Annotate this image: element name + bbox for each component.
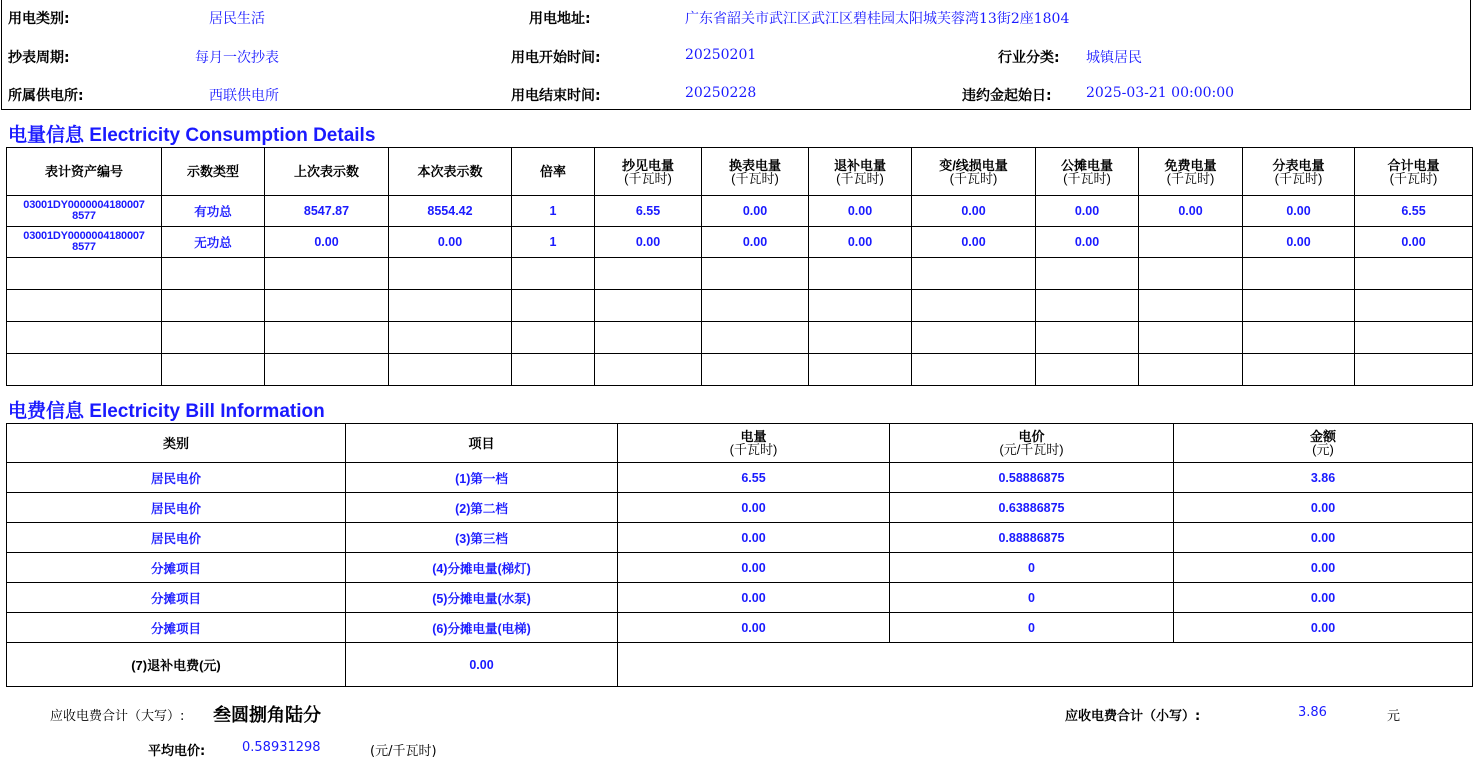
- col-header: 电量 (千瓦时): [618, 424, 890, 463]
- consumption-table: [6, 147, 1473, 386]
- table-row: [7, 493, 1473, 523]
- empty-row: [7, 258, 1473, 290]
- consumption-header-row: [7, 148, 1473, 196]
- bill-kwh-cell: 6.55: [618, 463, 890, 493]
- bill-category-cell: 分摊项目: [7, 553, 346, 583]
- col-header: 免费电量 (千瓦时): [1139, 148, 1243, 196]
- bill-amount-cell: 3.86: [1174, 463, 1473, 493]
- bill-table: [6, 423, 1473, 687]
- bill-kwh-cell: 0.00: [618, 493, 890, 523]
- refund-row: [7, 643, 1473, 687]
- address-value: 广东省韶关市武江区武江区碧桂园太阳城芙蓉湾13街2座1804: [685, 11, 1070, 27]
- col-header: 示数类型: [162, 148, 265, 196]
- bill-kwh-cell: 0.00: [618, 613, 890, 643]
- col-header: 公摊电量 (千瓦时): [1036, 148, 1139, 196]
- bill-item-cell: (4)分摊电量(梯灯): [346, 553, 618, 583]
- col-header: 电价 (元/千瓦时): [890, 424, 1174, 463]
- empty-row: [7, 290, 1473, 322]
- start-time-label: 用电开始时间:: [511, 50, 601, 66]
- col-header: 本次表示数: [389, 148, 512, 196]
- refund-kwh-cell: 0.00: [809, 227, 912, 258]
- end-time-value: 20250228: [685, 85, 757, 101]
- customer-info-panel: [1, 0, 1471, 110]
- current-reading-cell: 0.00: [389, 227, 512, 258]
- free-kwh-cell: [1139, 227, 1243, 258]
- total-lowercase-label: 应收电费合计（小写）:: [1065, 709, 1201, 724]
- meter-id-cell: 03001DY0000004180007 8577: [7, 196, 162, 227]
- read-kwh-cell: 0.00: [595, 227, 702, 258]
- multiplier-cell: 1: [512, 196, 595, 227]
- bill-category-cell: 居民电价: [7, 493, 346, 523]
- shared-kwh-cell: 0.00: [1036, 227, 1139, 258]
- bill-kwh-cell: 0.00: [618, 553, 890, 583]
- table-row: [7, 553, 1473, 583]
- refund-fee-label: (7)退补电费(元): [7, 643, 346, 687]
- col-header: 变/线损电量 (千瓦时): [912, 148, 1036, 196]
- empty-row: [7, 354, 1473, 386]
- bill-amount-cell: 0.00: [1174, 613, 1473, 643]
- refund-blank-cell: [618, 643, 1473, 687]
- bill-item-cell: (1)第一档: [346, 463, 618, 493]
- table-row: [7, 613, 1473, 643]
- category-label: 用电类别:: [8, 11, 70, 27]
- bill-item-cell: (2)第二档: [346, 493, 618, 523]
- bill-kwh-cell: 0.00: [618, 523, 890, 553]
- empty-row: [7, 322, 1473, 354]
- bill-section-title: 电费信息 Electricity Bill Information: [8, 401, 325, 422]
- table-row: [7, 196, 1473, 227]
- table-row: [7, 523, 1473, 553]
- bill-category-cell: 居民电价: [7, 523, 346, 553]
- reading-cycle-label: 抄表周期:: [8, 50, 70, 66]
- bill-kwh-cell: 0.00: [618, 583, 890, 613]
- average-price-unit: (元/千瓦时): [370, 744, 437, 759]
- read-kwh-cell: 6.55: [595, 196, 702, 227]
- loss-kwh-cell: 0.00: [912, 227, 1036, 258]
- total-uppercase-value: 叁圆捌角陆分: [213, 705, 321, 726]
- previous-reading-cell: 8547.87: [265, 196, 389, 227]
- bill-price-cell: 0: [890, 613, 1174, 643]
- loss-kwh-cell: 0.00: [912, 196, 1036, 227]
- reading-cycle-value: 每月一次抄表: [195, 50, 279, 66]
- bill-price-cell: 0: [890, 553, 1174, 583]
- col-header: 退补电量 (千瓦时): [809, 148, 912, 196]
- total-lowercase-value: 3.86: [1298, 705, 1327, 720]
- bill-price-cell: 0.88886875: [890, 523, 1174, 553]
- meter-id-cell: 03001DY0000004180007 8577: [7, 227, 162, 258]
- category-value: 居民生活: [209, 11, 265, 27]
- bill-category-cell: 分摊项目: [7, 613, 346, 643]
- industry-label: 行业分类:: [998, 50, 1060, 66]
- col-header: 倍率: [512, 148, 595, 196]
- total-kwh-cell: 0.00: [1355, 227, 1473, 258]
- free-kwh-cell: 0.00: [1139, 196, 1243, 227]
- bill-item-cell: (3)第三档: [346, 523, 618, 553]
- bill-price-cell: 0.58886875: [890, 463, 1174, 493]
- col-header: 抄见电量 (千瓦时): [595, 148, 702, 196]
- table-row: [7, 583, 1473, 613]
- penalty-start-label: 违约金起始日:: [962, 88, 1052, 104]
- end-time-label: 用电结束时间:: [511, 88, 601, 104]
- reading-type-cell: 有功总: [162, 196, 265, 227]
- col-header: 金额 (元): [1174, 424, 1473, 463]
- bill-amount-cell: 0.00: [1174, 523, 1473, 553]
- col-header: 项目: [346, 424, 618, 463]
- reading-type-cell: 无功总: [162, 227, 265, 258]
- penalty-start-value: 2025-03-21 00:00:00: [1086, 85, 1235, 101]
- table-row: [7, 463, 1473, 493]
- col-header: 换表电量 (千瓦时): [702, 148, 809, 196]
- refund-fee-value: 0.00: [346, 643, 618, 687]
- table-row: [7, 227, 1473, 258]
- bill-price-cell: 0: [890, 583, 1174, 613]
- col-header: 上次表示数: [265, 148, 389, 196]
- total-uppercase-label: 应收电费合计（大写）:: [50, 709, 185, 724]
- current-reading-cell: 8554.42: [389, 196, 512, 227]
- average-price-label: 平均电价:: [148, 744, 206, 759]
- sub-meter-kwh-cell: 0.00: [1243, 196, 1355, 227]
- bill-header-row: [7, 424, 1473, 463]
- swap-kwh-cell: 0.00: [702, 196, 809, 227]
- bill-amount-cell: 0.00: [1174, 553, 1473, 583]
- station-value: 西联供电所: [209, 88, 279, 104]
- station-label: 所属供电所:: [8, 88, 84, 104]
- consumption-section-title: 电量信息 Electricity Consumption Details: [8, 125, 376, 146]
- col-header: 表计资产编号: [7, 148, 162, 196]
- bill-price-cell: 0.63886875: [890, 493, 1174, 523]
- swap-kwh-cell: 0.00: [702, 227, 809, 258]
- shared-kwh-cell: 0.00: [1036, 196, 1139, 227]
- bill-amount-cell: 0.00: [1174, 583, 1473, 613]
- refund-kwh-cell: 0.00: [809, 196, 912, 227]
- col-header: 合计电量 (千瓦时): [1355, 148, 1473, 196]
- total-currency-unit: 元: [1387, 709, 1401, 724]
- bill-amount-cell: 0.00: [1174, 493, 1473, 523]
- average-price-value: 0.58931298: [242, 740, 321, 755]
- bill-item-cell: (6)分摊电量(电梯): [346, 613, 618, 643]
- bill-category-cell: 分摊项目: [7, 583, 346, 613]
- sub-meter-kwh-cell: 0.00: [1243, 227, 1355, 258]
- start-time-value: 20250201: [685, 47, 757, 63]
- total-kwh-cell: 6.55: [1355, 196, 1473, 227]
- bill-category-cell: 居民电价: [7, 463, 346, 493]
- col-header: 分表电量 (千瓦时): [1243, 148, 1355, 196]
- bill-item-cell: (5)分摊电量(水泵): [346, 583, 618, 613]
- multiplier-cell: 1: [512, 227, 595, 258]
- address-label: 用电地址:: [529, 11, 591, 27]
- previous-reading-cell: 0.00: [265, 227, 389, 258]
- industry-value: 城镇居民: [1086, 50, 1142, 66]
- col-header: 类别: [7, 424, 346, 463]
